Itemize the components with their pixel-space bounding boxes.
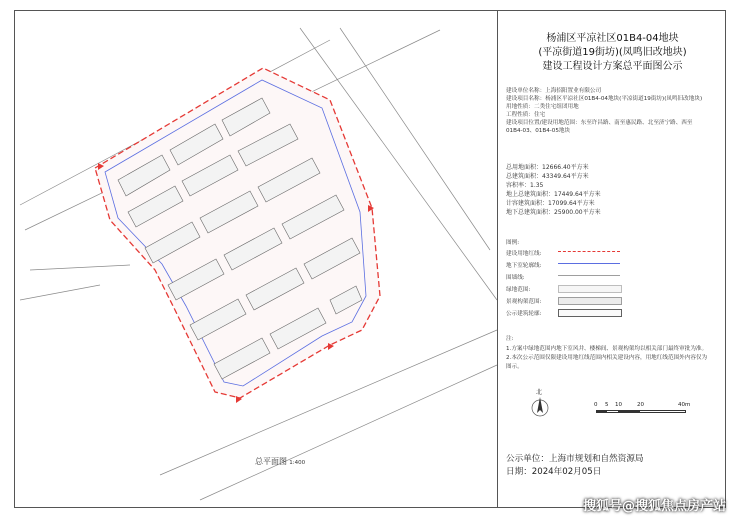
title-line-3: 建设工程设计方案总平面图公示 xyxy=(542,61,683,72)
legend-label: 景观构架范围: xyxy=(506,299,542,305)
legend-label: 建设用地红线: xyxy=(506,251,542,257)
legend-item-green xyxy=(506,284,716,294)
stat-above-ground-area: 地上总建筑面积：17449.64平方米 xyxy=(506,191,601,198)
stat-underground-area: 地下总建筑面积：25900.00平方米 xyxy=(506,209,601,216)
plan-scale: 1:400 xyxy=(289,460,306,466)
project-info-line: 建设项目位置/建设用地范围：东至许昌路、南至惠民路、北至济宁路、西至 xyxy=(506,120,693,126)
project-info-line: 01B4-03、01B4-05地块 xyxy=(506,128,571,134)
legend-symbol-dashed-red xyxy=(558,251,620,255)
scale-end-label: 40m xyxy=(678,402,691,408)
legend-symbol-box xyxy=(558,297,622,305)
stat-total-site-area: 总用地面积：12666.40平方米 xyxy=(506,164,589,171)
title-block-panel xyxy=(497,10,726,508)
north-arrow-needle xyxy=(537,397,543,413)
project-info-line: 工程性质：住宅 xyxy=(506,112,546,118)
road-edge xyxy=(30,265,130,270)
project-info-line: 建设项目名称：杨浦区平凉社区01B4-04地块(平凉街道19街坊)(凤鸣旧改地块) xyxy=(506,96,703,102)
note-line: 1.方案中绿地范围内地下室风井、楼梯间、景观构架均以相关部门最终审批为准。 xyxy=(506,346,708,352)
legend-heading: 图例: xyxy=(506,240,520,246)
legend-item-red-line xyxy=(506,248,716,258)
scale-tick: 5 xyxy=(605,402,609,408)
project-info-line: 用地性质：二类住宅组团用地 xyxy=(506,104,579,110)
north-arrow-icon xyxy=(531,395,549,421)
note-line: 2.本次公示范围仅限建设用地红线范围内相关建设内容，用地红线范围外内容仅为 xyxy=(506,355,708,361)
legend-label: 围墙线: xyxy=(506,275,525,281)
legend-label: 公示建筑轮廓: xyxy=(506,311,542,317)
scale-bar-segment xyxy=(618,410,640,413)
scale-bar-body xyxy=(596,410,686,413)
north-label: 北 xyxy=(536,389,543,396)
title-line-1: 杨浦区平凉社区01B4-04地块 xyxy=(546,33,679,44)
stat-total-floor-area: 总建筑面积：43349.64平方米 xyxy=(506,173,589,180)
stat-plot-ratio: 容积率：1.35 xyxy=(506,182,544,189)
legend-symbol-blue-line xyxy=(558,263,620,267)
notes-heading: 注: xyxy=(506,336,514,342)
legend-symbol-box xyxy=(558,309,622,317)
note-line: 图示。 xyxy=(506,364,523,370)
scale-tick: 0 xyxy=(594,402,598,408)
scale-bar-segment xyxy=(596,410,607,413)
legend-item-basement xyxy=(506,260,716,270)
legend-symbol-grey-line xyxy=(558,275,620,279)
watermark-text: 搜狐号@搜狐焦点房产站 xyxy=(582,499,726,514)
legend-label: 绿地范围: xyxy=(506,287,531,293)
plan-title-label xyxy=(255,456,305,467)
title-line-2: (平凉街道19街坊)(凤鸣旧改地块) xyxy=(538,47,687,58)
scale-tick: 20 xyxy=(637,402,644,408)
stat-counted-floor-area: 计容建筑面积：17099.64平方米 xyxy=(506,200,595,207)
plan-title: 总平面图 xyxy=(255,457,287,466)
scale-tick: 10 xyxy=(615,402,622,408)
legend-symbol-box xyxy=(558,285,622,293)
legend-label: 地下室轮廓线: xyxy=(506,263,542,269)
date-line: 日期：2024年02月05日 xyxy=(506,467,602,477)
publisher-line: 公示单位：上海市规划和自然资源局 xyxy=(506,454,644,464)
project-info-line: 建设单位名称：上海招阳置业有限公司 xyxy=(506,88,602,94)
legend-item-building xyxy=(506,308,716,318)
legend-item-wall xyxy=(506,272,716,282)
road-edge xyxy=(20,285,100,300)
scale-bar xyxy=(596,402,700,418)
legend-item-landscape xyxy=(506,296,716,306)
